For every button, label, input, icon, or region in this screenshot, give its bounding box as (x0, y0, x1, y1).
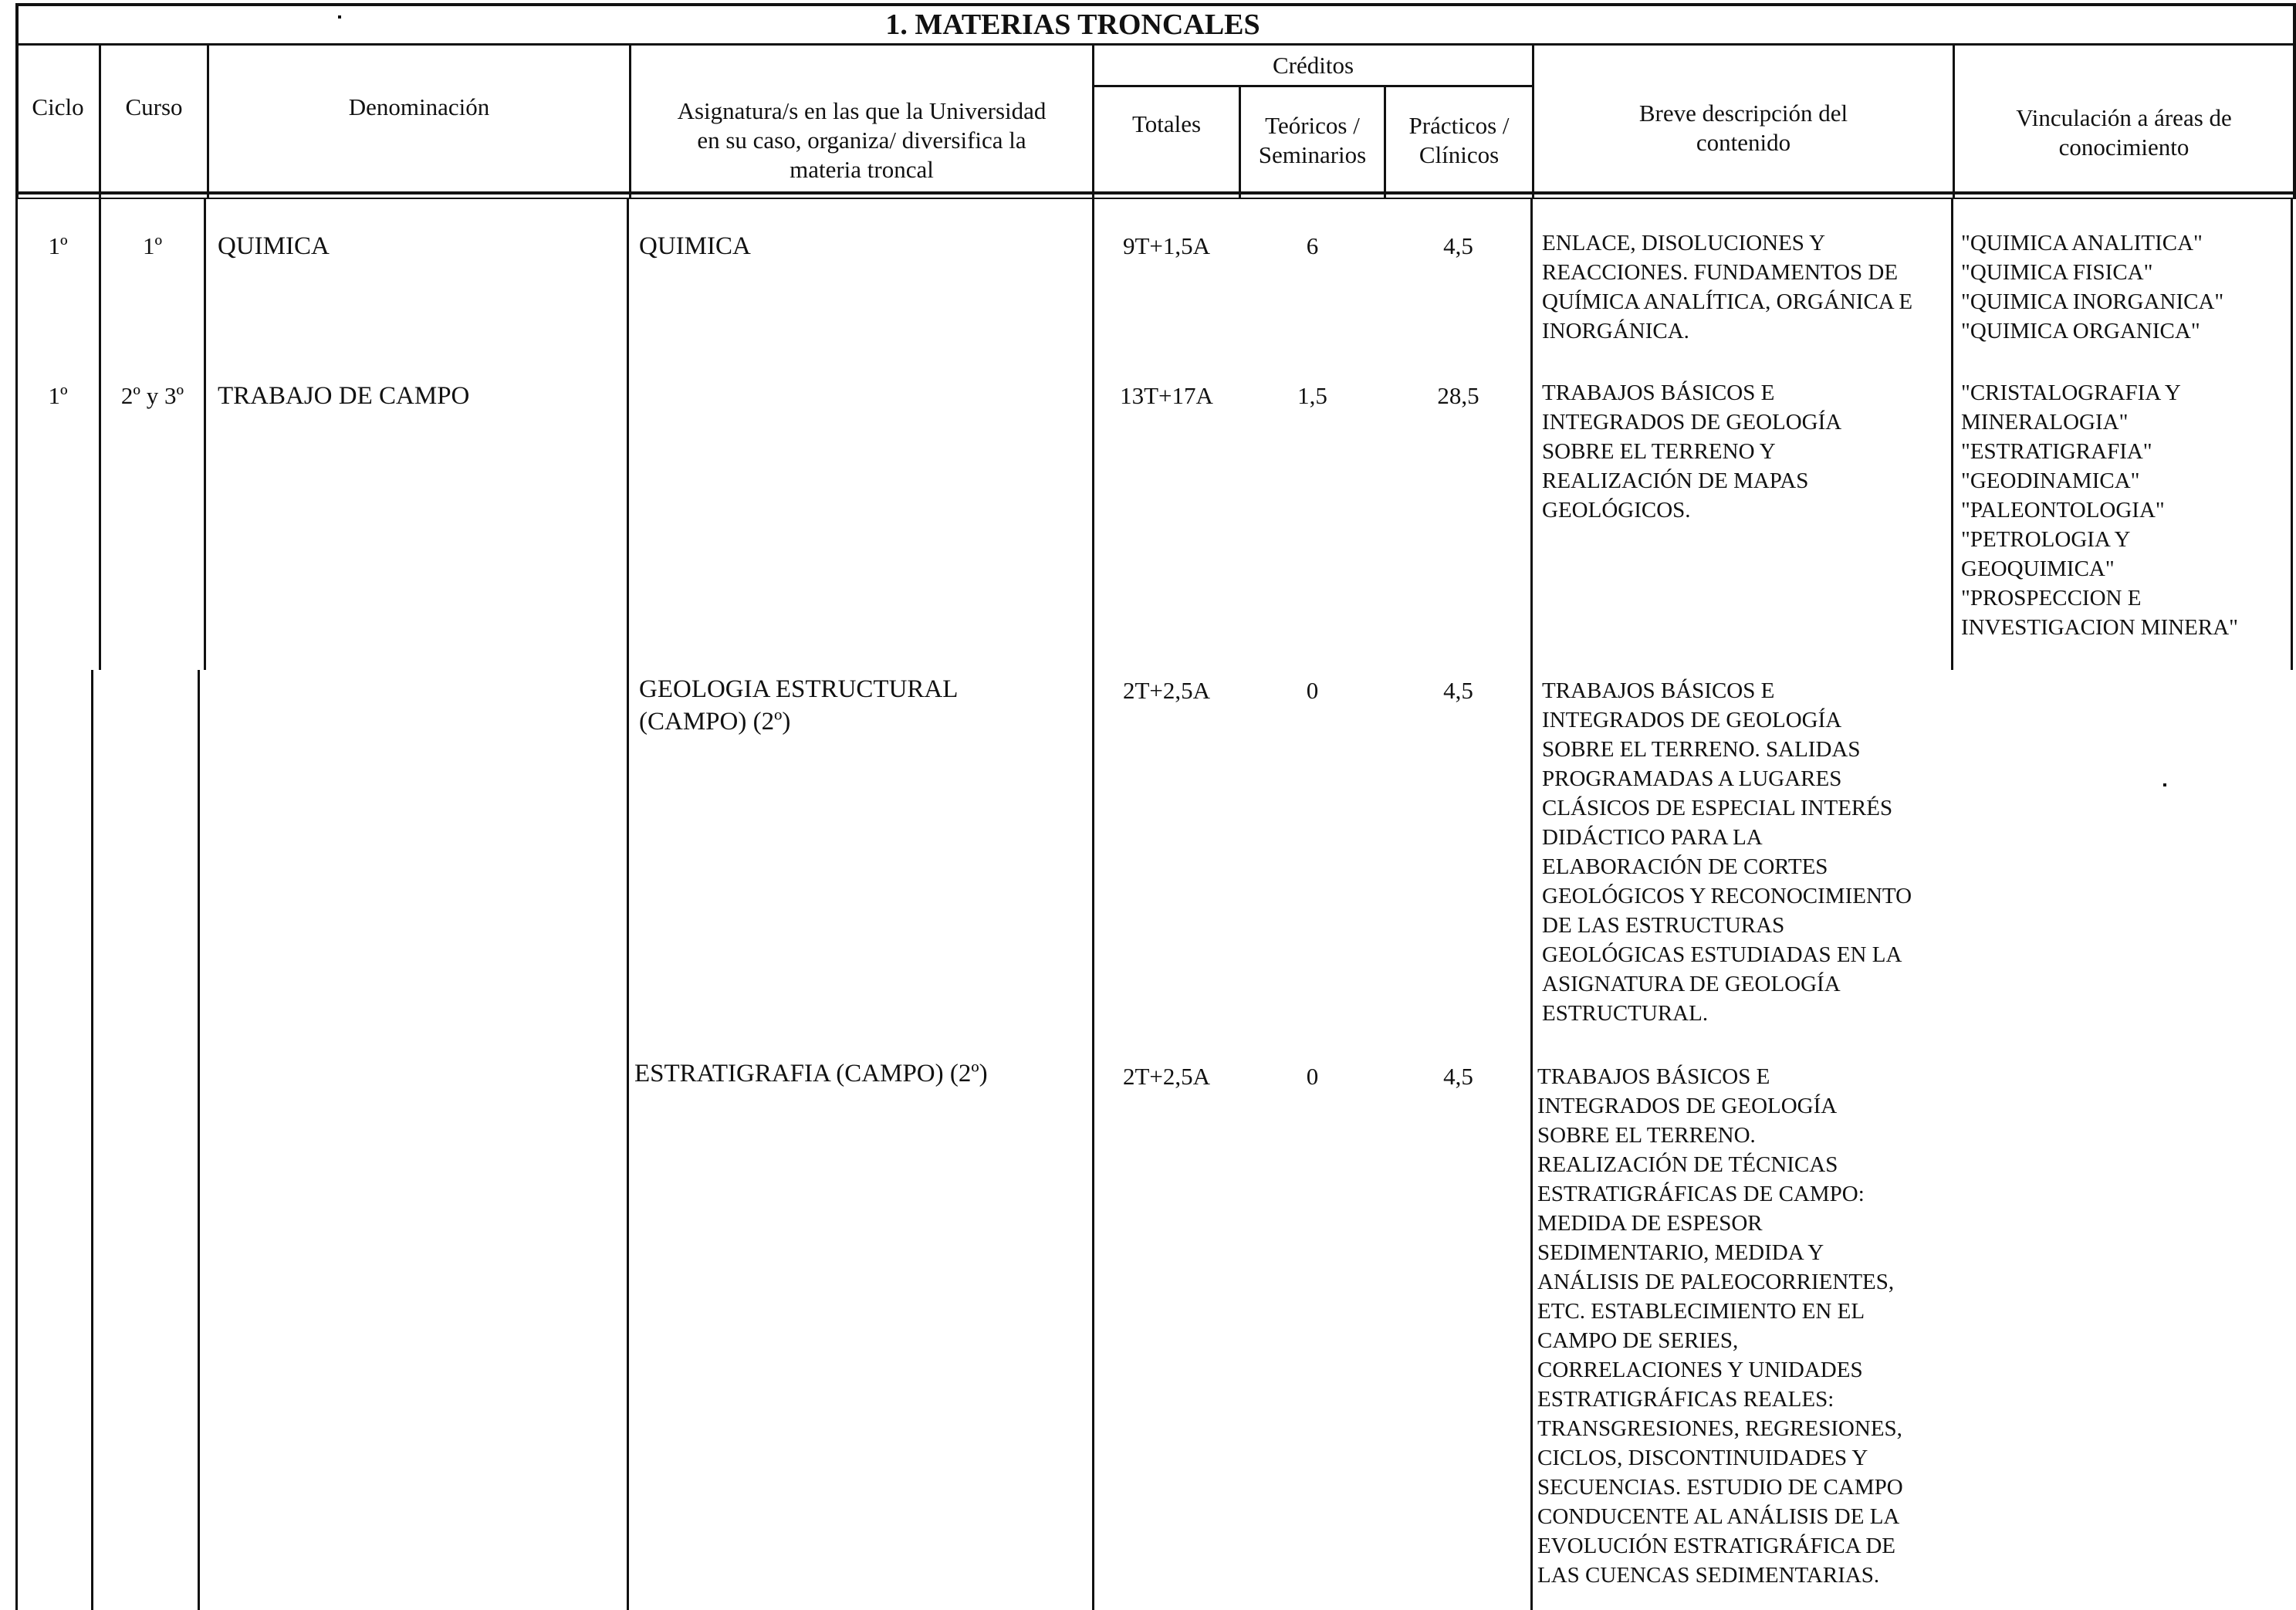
row2-totales: 13T+17A (1120, 382, 1213, 409)
desc-line: SOBRE EL TERRENO. (1537, 1123, 1756, 1148)
vrule-b-right (2291, 199, 2293, 670)
header-asignatura-line: materia troncal (790, 156, 934, 183)
row2-teoricos: 1,5 (1297, 382, 1327, 409)
header-curso: Curso (125, 93, 183, 120)
row1-totales: 9T+1,5A (1122, 232, 1211, 259)
desc-line: ENLACE, DISOLUCIONES Y (1542, 231, 1826, 255)
desc-line: EVOLUCIÓN ESTRATIGRÁFICA DE (1537, 1534, 1895, 1558)
desc-line: CICLOS, DISCONTINUIDADES Y (1537, 1446, 1868, 1470)
desc-line: TRABAJOS BÁSICOS E (1542, 678, 1775, 703)
desc-line: MEDIDA DE ESPESOR (1537, 1211, 1763, 1236)
area-line: "PALEONTOLOGIA" (1961, 498, 2165, 523)
row1-denominacion: QUIMICA (218, 232, 330, 260)
row4-asignatura: ESTRATIGRAFIA (CAMPO) (2º) (634, 1060, 988, 1087)
vrule-b-asig (1092, 199, 1094, 1610)
header-vinculacion-line: conocimiento (2058, 134, 2189, 161)
row3-asignatura (639, 673, 958, 738)
area-line: "GEODINAMICA" (1961, 468, 2140, 493)
row2-areas (1961, 378, 2238, 642)
vrule-b-curso-top (204, 199, 206, 670)
area-line: MINERALOGIA" (1961, 410, 2129, 435)
vrule-b-left-top (15, 199, 18, 670)
row3-practicos: 4,5 (1443, 677, 1473, 704)
area-line: "ESTRATIGRAFIA" (1961, 439, 2152, 464)
asignatura-line: (CAMPO) (2º) (639, 708, 791, 736)
desc-line: GEOLÓGICOS Y RECONOCIMIENTO (1542, 884, 1912, 908)
desc-line: CORRELACIONES Y UNIDADES (1537, 1358, 1863, 1382)
desc-line: DIDÁCTICO PARA LA (1542, 825, 1763, 850)
row3-descripcion (1542, 676, 1912, 1028)
desc-line: REALIZACIÓN DE MAPAS (1542, 468, 1809, 493)
row3-teoricos: 0 (1306, 677, 1319, 704)
header-vinculacion (1955, 103, 2293, 162)
area-line: "QUIMICA INORGANICA" (1961, 289, 2224, 314)
row1-practicos: 4,5 (1443, 232, 1473, 259)
row3-totales: 2T+2,5A (1122, 677, 1211, 704)
row2-practicos: 28,5 (1437, 382, 1479, 409)
desc-line: GEOLÓGICOS. (1542, 498, 1691, 523)
desc-line: ESTRATIGRÁFICAS DE CAMPO: (1537, 1182, 1865, 1206)
desc-line: CONDUCENTE AL ANÁLISIS DE LA (1537, 1504, 1900, 1529)
area-line: INVESTIGACION MINERA" (1961, 615, 2239, 640)
header-descripcion (1534, 99, 1953, 157)
desc-line: ASIGNATURA DE GEOLOGÍA (1542, 972, 1841, 996)
desc-line: CLÁSICOS DE ESPECIAL INTERÉS (1542, 796, 1893, 820)
desc-line: INORGÁNICA. (1542, 319, 1689, 343)
desc-line: ESTRATIGRÁFICAS REALES: (1537, 1387, 1834, 1412)
vrule-b-curso-bottom (198, 670, 200, 1610)
header-teoricos-line: Teóricos / (1265, 112, 1360, 139)
vrule-b-ciclo-bottom (91, 670, 93, 1610)
row1-areas (1961, 228, 2223, 346)
row2-curso: 2º y 3º (120, 382, 184, 409)
area-line: "CRISTALOGRAFIA Y (1961, 381, 2181, 405)
vrule-b-prac (1530, 199, 1533, 1610)
desc-line: SEDIMENTARIO, MEDIDA Y (1537, 1240, 1824, 1265)
scan-speck (338, 15, 341, 19)
row1-ciclo: 1º (48, 232, 68, 259)
desc-line: QUÍMICA ANALÍTICA, ORGÁNICA E (1542, 289, 1913, 314)
desc-line: ESTRUCTURAL. (1542, 1001, 1709, 1026)
area-line: "PROSPECCION E (1961, 586, 2142, 611)
row2-denominacion: TRABAJO DE CAMPO (218, 382, 470, 410)
vrule-b-denom (627, 199, 629, 1610)
desc-line: SOBRE EL TERRENO Y (1542, 439, 1776, 464)
row4-totales: 2T+2,5A (1122, 1063, 1211, 1090)
area-line: "PETROLOGIA Y (1961, 527, 2131, 552)
desc-line: CAMPO DE SERIES, (1537, 1328, 1739, 1353)
vrule-b-desc (1951, 199, 1953, 670)
row1-asignatura: QUIMICA (639, 232, 751, 260)
header-descripcion-line: contenido (1696, 129, 1791, 156)
desc-line: TRABAJOS BÁSICOS E (1537, 1064, 1770, 1089)
header-practicos (1386, 111, 1532, 170)
desc-line: INTEGRADOS DE GEOLOGÍA (1542, 708, 1842, 732)
table-title: 1. MATERIAS TRONCALES (885, 8, 1260, 41)
row2-descripcion (1542, 378, 1841, 525)
row1-descripcion (1542, 228, 1912, 346)
asignatura-line: GEOLOGIA ESTRUCTURAL (639, 675, 959, 703)
row4-descripcion (1537, 1062, 1903, 1590)
desc-line: PROGRAMADAS A LUGARES (1542, 766, 1842, 791)
header-creditos: Créditos (1272, 52, 1354, 79)
desc-line: ETC. ESTABLECIMIENTO EN EL (1537, 1299, 1865, 1324)
header-asignatura-line: Asignatura/s en las que la Universidad (677, 97, 1047, 124)
row1-teoricos: 6 (1306, 232, 1319, 259)
vrule-b-ciclo-top (99, 199, 101, 670)
header-teoricos (1241, 111, 1384, 170)
header-practicos-line: Clínicos (1419, 141, 1500, 168)
desc-line: INTEGRADOS DE GEOLOGÍA (1542, 410, 1842, 435)
desc-line: SOBRE EL TERRENO. SALIDAS (1542, 737, 1861, 762)
row4-teoricos: 0 (1306, 1063, 1319, 1090)
header-asignatura (631, 96, 1092, 184)
desc-line: GEOLÓGICAS ESTUDIADAS EN LA (1542, 942, 1902, 967)
header-teoricos-line: Seminarios (1258, 141, 1367, 168)
header-descripcion-line: Breve descripción del (1638, 100, 1848, 127)
desc-line: REALIZACIÓN DE TÉCNICAS (1537, 1152, 1838, 1177)
desc-line: ANÁLISIS DE PALEOCORRIENTES, (1537, 1270, 1895, 1294)
desc-line: ELABORACIÓN DE CORTES (1542, 854, 1828, 879)
header-denominacion: Denominación (348, 93, 490, 120)
desc-line: TRABAJOS BÁSICOS E (1542, 381, 1775, 405)
desc-line: INTEGRADOS DE GEOLOGÍA (1537, 1094, 1838, 1118)
area-line: GEOQUIMICA" (1961, 556, 2115, 581)
header-ciclo: Ciclo (32, 93, 84, 120)
rule-header-bottom-2 (15, 198, 2296, 199)
vrule-b-left-bottom (15, 670, 18, 1610)
header-asignatura-line: en su caso, organiza/ diversifica la (697, 127, 1026, 154)
desc-line: SECUENCIAS. ESTUDIO DE CAMPO (1537, 1475, 1903, 1500)
header-practicos-line: Prácticos / (1408, 112, 1510, 139)
row1-curso: 1º (142, 232, 163, 259)
desc-line: DE LAS ESTRUCTURAS (1542, 913, 1785, 938)
desc-line: REACCIONES. FUNDAMENTOS DE (1542, 260, 1899, 285)
desc-line: TRANSGRESIONES, REGRESIONES, (1537, 1416, 1902, 1441)
scan-speck (2163, 783, 2166, 786)
row2-ciclo: 1º (48, 382, 68, 409)
rule-creditos-bottom (1092, 85, 1532, 87)
vrule-right (2293, 3, 2296, 199)
desc-line: LAS CUENCAS SEDIMENTARIAS. (1537, 1563, 1880, 1588)
header-vinculacion-line: Vinculación a áreas de (2016, 104, 2232, 131)
row4-practicos: 4,5 (1443, 1063, 1473, 1090)
area-line: "QUIMICA ORGANICA" (1961, 319, 2200, 343)
area-line: "QUIMICA ANALITICA" (1961, 231, 2203, 255)
area-line: "QUIMICA FISICA" (1961, 260, 2153, 285)
header-totales: Totales (1131, 110, 1202, 137)
